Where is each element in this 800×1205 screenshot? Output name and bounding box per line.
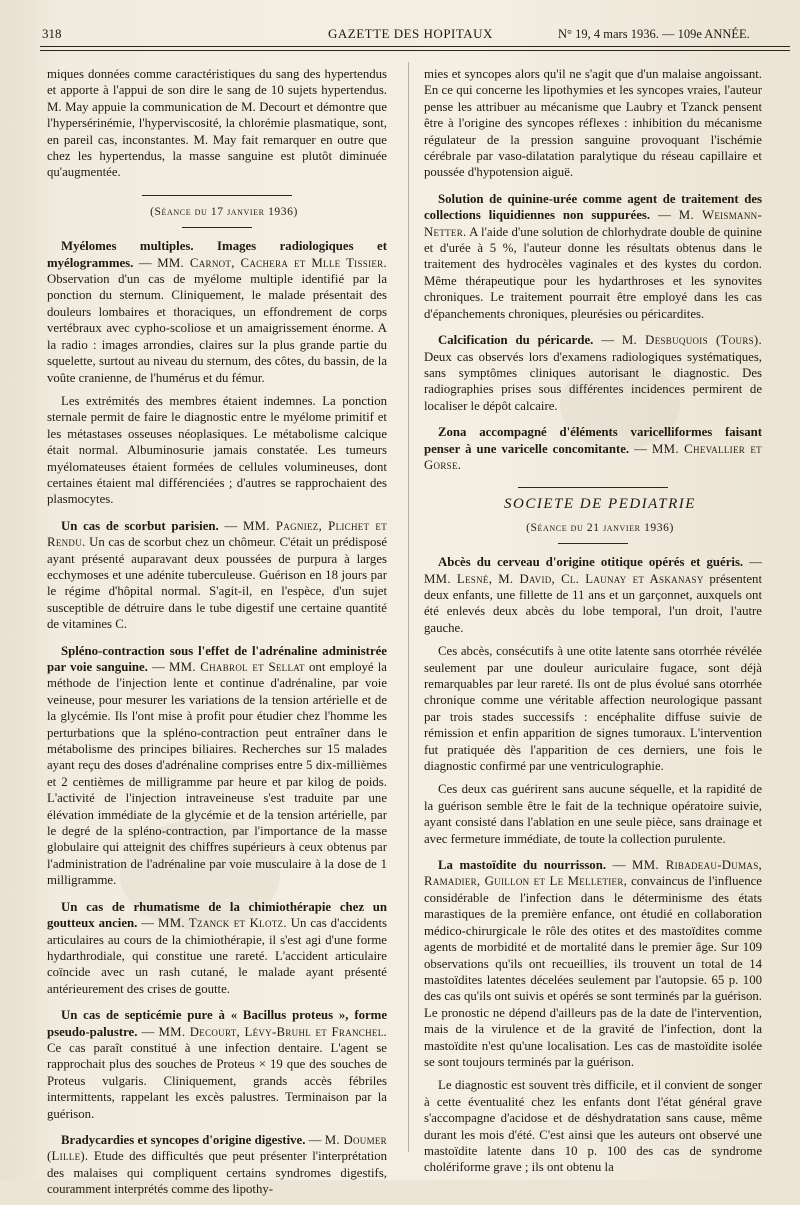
journal-title: GAZETTE DES HOPITAUX	[328, 26, 493, 41]
article-text: A l'aide d'une solution de chlorhydrate double de quinine et d'urée à 5 %, l'auteur donne les résultats obtenus dans le traitement des hydrocèles vaginales et des kystes du cordon. Même thérapeutique pour les hydarthroses et les synovites chroniques. Le traitement pourrait être employé dans les cas d'épanchements chroniques, pleurésies ou péricardites.	[424, 224, 762, 321]
paragraph: Les extrémités des membres étaient indemnes. La ponction sternale permit de faire le diagnostic entre le myélome primitif et les métastases osseuses néoplasiques. Le métabolisme calcique était normal. Albuminosurie jamais constatée. Les tumeurs myélomateuses étaient formées de cellules volumineuses, dont certaines étaient mal différenciées ; d'autres se rapprochaient des plasmocytes.	[47, 393, 387, 507]
article-text: Etude des difficultés que peut présenter l'interprétation des malaises qui compliquent certains syndromes digestifs, couramment interprétés comme des lipothy-	[47, 1149, 387, 1197]
article-text: présentent deux enfants, une fillette de 11 ans et un garçonnet, auxquels ont été enlevés deux abcès du lobe temporal, l'un droit, l'autre gauche.	[424, 571, 762, 635]
article-text: ont employé la méthode de l'injection lente et continue d'adrénaline, par voie veineuse, pour mesurer les variations de la tension artérielle et de la glycémie. Ils l'ont mise à profit pour étudier chez l'homme les perturbations que la spléno-contraction peut entraîner dans le métabolisme des principes biliaires. Recherches sur 15 malades ayant reçu des doses d'adrénaline comprises entre 5 dix-millièmes et 2 centièmes de milligramme par heure et par kilog de poids. L'activité de l'injection intraveineuse s'est traduite par une élévation immédiate de la glycémie et de la tension artérielle, par le degré de la spléno-contraction, par l'importance de la masse globulaire qui atteignit des chiffres supérieurs à ceux obtenus par l'administration de l'adrénaline par voie musculaire à la dose de 1 milligramme.	[47, 660, 387, 888]
article-title: Un cas de scorbut parisien.	[61, 518, 219, 533]
article-title: Calcification du péricarde.	[438, 333, 594, 348]
article-title: Abcès du cerveau d'origine otitique opérés et guéris.	[438, 555, 744, 570]
article-septicemie: Un cas de septicémie pure à « Bacillus proteus », forme pseudo-palustre. — MM. Decourt, Lévy-Bruhl et Franchel. Ce cas paraît constitué à une infection dentaire. L'agent se rapprochait plus des souches de Proteus × 19 que des souches de Proteus vulgaris. Cliniquement, grands accès fébriles intermittents, rappelant les excès palustres. Terminaison par la guérison.	[47, 1008, 387, 1121]
section-rule	[518, 487, 668, 488]
column-divider	[408, 62, 409, 1152]
paragraph: Ces abcès, consécutifs à une otite latente sans otorrhée révélée seulement par une douleur auriculaire fugace, sont déjà remarquables par leur rareté. Ils ont de plus évolué sans otorrhée chronique comme une véritable affection neurologique passant par trois stades successifs : encéphalite diffuse suivie de rémission et enfin apparition de signes tumoraux. L'intervention fut pratiquée dès l'apparition de ces derniers, une fois le diagnostic confirmé par une ventriculographie.	[424, 644, 762, 774]
article-splenocontraction: Spléno-contraction sous l'effet de l'adrénaline administrée par voie sanguine. — MM. Chabrol et Sellat ont employé la méthode de l'injection lente et continue d'adrénaline, par voie veineuse, pour mesurer les variations de la tension artérielle et de la glycémie. Ils l'ont mise à profit pour étudier chez l'homme les perturbations que la spléno-contraction peut entraîner dans le métabolisme des principes biliaires. Recherches sur 15 malades ayant reçu des doses d'adrénaline comprises entre 5 dix-millièmes et 2 centièmes de milligramme par heure et par kilog de poids. L'activité de l'injection intraveineuse s'est traduite par une élévation immédiate de la glycémie et de la tension artérielle, par le degré de la spléno-contraction, par l'importance de la masse globulaire qui atteignit des chiffres supérieurs à ceux obtenus par l'administration de l'adrénaline par voie musculaire à la dose de 1 milligramme.	[47, 643, 387, 888]
page-number: 318	[42, 26, 62, 41]
article-text: Un cas de scorbut chez un chômeur. C'était un prédisposé ayant présenté auparavant deux poussées de purpura à larges ecchymoses et une adénite tuberculeuse. Guérison en 18 jours par le régime d'hôpital normal. S'agit-il, en l'espèce, d'un sujet susceptible de détruire dans le tube digestif une certaine quantité de vitamines C.	[47, 535, 387, 632]
section-rule	[182, 227, 252, 228]
article-text: Deux cas observés lors d'examens radiologiques systématiques, sans symptômes cliniques autorisant le diagnostic. Des radiographies prises sous différentes incidences permirent de localiser le dépôt calcaire.	[424, 349, 762, 413]
article-authors: MM. Chevallier et Gorse.	[424, 441, 762, 472]
article-title: Un cas de rhumatisme de la chimiothérapie chez un goutteux ancien.	[47, 899, 387, 931]
right-column	[424, 66, 762, 1183]
seance-label: (Séance du 21 janvier 1936)	[526, 521, 674, 534]
issue-info: N° 19, 4 mars 1936. — 109e ANNÉE.	[558, 27, 750, 41]
article-text: convaincus de l'influence considérable de l'infection dans le déterminisme des états marastiques de la première enfance, ont étudié en collaboration médico-chirurgicale le rôle des otites et des mastoïdites comme agents de morbidité et de mortalité dans le premier âge. Sur 109 observations qu'ils ont recueillies, ils trouvent un total de 14 mastoïdites latentes décelées seulement par l'autopsie. 65 p. 100 des cas qu'ils ont suivis et opérés se sont terminés par la guérison. Le pronostic ne dépend d'ailleurs pas de la date de l'intervention, mais de la virulence et de la gravité de l'infection, dont la mastoïdite n'est qu'une localisation. Les cas de mastoïdite isolée se sont toujours terminés par la guérison.	[424, 874, 762, 1069]
article-title: Zona accompagné d'éléments varicelliformes faisant penser à une varicelle concomitante.	[424, 425, 762, 456]
article-authors: M. Weismann-Netter.	[424, 208, 762, 239]
article-authors: MM. Decourt, Lévy-Bruhl et Franchel.	[158, 1024, 387, 1039]
article-text: Ce cas paraît constitué à une infection dentaire. L'agent se rapprochait plus des souches de Proteus × 19 que des souches de Proteus vulgaris. Cliniquement, grands accès fébriles intermittents, rappelant les excès palustres. Terminaison par la guérison.	[47, 1040, 387, 1121]
section-rule	[558, 543, 628, 544]
header-rule	[40, 46, 790, 47]
article-authors: MM. Carnot, Cachera et Mlle Tissier.	[157, 255, 387, 270]
article-title: La mastoïdite du nourrisson.	[438, 858, 607, 873]
section-rule	[142, 195, 292, 196]
page-header	[38, 18, 788, 44]
article-title: Myélomes multiples. Images radiologiques et myélogrammes.	[47, 239, 387, 270]
paragraph: miques données comme caractéristiques du sang des hypertendus et apporte à l'appui de son dire le sang de 10 sujets hypertendus. M. May appuie la communication de M. Decourt et démontre que l'hypersérinémie, l'hyperviscosité, la chlorémie plasmatique, sont, en pareil cas, inconstantes. M. May fait remarquer en outre que chez les hypertendus, la masse sanguine est plutôt diminuée qu'augmentée.	[47, 67, 387, 180]
article-authors: MM. Tzanck et Klotz.	[158, 916, 287, 931]
article-solution: Solution de quinine-urée comme agent de traitement des collections liquidiennes non suppurées. — M. Weismann-Netter. A l'aide d'une solution de chlorhydrate double de quinine et d'urée à 5 %, l'auteur donne les résultats obtenus dans le traitement des hydrocèles vaginales et des kystes du cordon. Même thérapeutique pour les hydarthroses et les synovites chroniques. Le traitement pourrait être employé dans les cas d'épanchements chroniques, pleurésies ou péricardites.	[424, 191, 762, 321]
article-rhumatisme: Un cas de rhumatisme de la chimiothérapie chez un goutteux ancien. — MM. Tzanck et Klotz. Un cas d'accidents articulaires au cours de la chimiothérapie, il s'est agi d'une forme hydarthrodiale, qui constitue une rareté. L'accident articulaire coïncide avec un rash cutané, le malade ayant présenté antérieurement des crises de goutte.	[47, 899, 387, 996]
article-abces: Abcès du cerveau d'origine otitique opérés et guéris. — MM. Lesné, M. David, Cl. Launay et Askanasy présentent deux enfants, une fillette de 11 ans et un garçonnet, auxquels ont été enlevés deux abcès du lobe temporal, l'un droit, l'autre gauche.	[424, 555, 762, 635]
article-text: Observation d'un cas de myélome multiple identifié par la ponction du sternum. Cliniquement, le malade présentait des douleurs lombaires et thoraciques, un effondrement de corps vertébraux avec cypho-scoliose et un amaigrissement énorme. A la radio : images arrondies, claires sur la plus grande partie du squelette, surtout au niveau du sternum, des côtes, du bassin, de la voûte cranienne, de l'humérus et du fémur.	[47, 272, 387, 385]
article-bradycardies: Bradycardies et syncopes d'origine digestive. — M. Doumer (Lille). Etude des difficultés que peut présenter l'interprétation des malaises qui compliquent certains syndromes digestifs, couramment interprétés comme des lipothy-	[47, 1132, 387, 1197]
article-title: Solution de quinine-urée comme agent de traitement des collections liquidiennes non suppurées.	[424, 191, 762, 223]
article-title: Spléno-contraction sous l'effet de l'adrénaline administrée par voie sanguine.	[47, 643, 387, 674]
article-authors: M. Desbuquois (Tours).	[621, 333, 762, 348]
left-column	[47, 66, 387, 1205]
article-authors: MM. Ribadeau-Dumas, Ramadier, Guillon et Le Melletier,	[424, 858, 762, 889]
article-calcification: Calcification du péricarde. — M. Desbuquois (Tours). Deux cas observés lors d'examens radiologiques systématiques, sans symptômes cliniques autorisant le diagnostic. Des radiographies prises sous différentes incidences permirent de localiser le dépôt calcaire.	[424, 333, 762, 413]
article-mastoidite: La mastoïdite du nourrisson. — MM. Ribadeau-Dumas, Ramadier, Guillon et Le Melletier, convaincus de l'influence considérable de l'infection dans le déterminisme des états marastiques de la première enfance, ont étudié en collaboration médico-chirurgicale le rôle des otites et des mastoïdites comme agents de morbidité et de mortalité dans le premier âge. Sur 109 observations qu'ils ont recueillies, ils trouvent un total de 14 mastoïdites latentes décelées seulement par l'autopsie. 65 p. 100 des cas qu'ils ont suivis et opérés se sont terminés par la guérison. Le pronostic ne dépend d'ailleurs pas de la date de l'intervention, mais de la virulence et de la gravité de l'infection, dont la mastoïdite n'est qu'une localisation. Les cas de mastoïdite isolée se sont toujours terminés par la guérison.	[424, 858, 762, 1069]
article-zona: Zona accompagné d'éléments varicelliformes faisant penser à une varicelle concomitante. — MM. Chevallier et Gorse.	[424, 425, 762, 472]
article-authors: MM. Chabrol et Sellat	[168, 660, 305, 674]
article-scorbut: Un cas de scorbut parisien. — MM. Pagniez, Plichet et Rendu. Un cas de scorbut chez un chômeur. C'était un prédisposé ayant présenté auparavant deux poussées de purpura à larges ecchymoses et une adénite tuberculeuse. Guérison en 18 jours par le régime d'hôpital normal. S'agit-il, en l'espèce, d'un sujet susceptible de détruire dans le tube digestif une certaine quantité de vitamines C.	[47, 518, 387, 632]
seance-label: (Séance du 17 janvier 1936)	[150, 205, 298, 218]
paragraph: Ces deux cas guérirent sans aucune séquelle, et la rapidité de la guérison semble être le fait de la technique opératoire suivie, ayant consisté dans l'ablation en une seule pièce, sans drainage et avec fermeture immédiate, de toute la collection purulente.	[424, 782, 762, 846]
article-authors: MM. Lesné, M. David, Cl. Launay et Askanasy	[424, 571, 704, 586]
paragraph: mies et syncopes alors qu'il ne s'agit que d'un malaise angoissant. En ce qui concerne les lipothymies et les syncopes vraies, l'auteur pense les attribuer au mécanisme que Laubry et Tzanck pensent être à l'origine des syncopes réflexes : inhibition du mécanisme régulateur de la pression sanguine provoquant l'ischémie cérébrale par vaso-dilatation paralytique du réseau capillaire et poussée d'hypotension aiguë.	[424, 67, 762, 180]
header-rule-double	[40, 50, 790, 51]
society-name: SOCIETE DE PEDIATRIE	[504, 496, 696, 513]
article-text: Un cas d'accidents articulaires au cours de la chimiothérapie, il s'est agi d'une forme hydarthrodiale, qui constitue une rareté. L'accident articulaire coïncide avec un rash cutané, le malade ayant présenté antérieurement des crises de goutte.	[47, 916, 387, 996]
article-title: Bradycardies et syncopes d'origine digestive.	[61, 1132, 306, 1147]
article-myelomes: Myélomes multiples. Images radiologiques et myélogrammes. — MM. Carnot, Cachera et Mlle Tissier. Observation d'un cas de myélome multiple identifié par la ponction du sternum. Cliniquement, le malade présentait des douleurs lombaires et thoraciques, un effondrement de corps vertébraux avec cypho-scoliose et un amaigrissement énorme. A la radio : images arrondies, claires sur la plus grande partie du squelette, surtout au niveau du sternum, des côtes, du bassin, de la voûte cranienne, de l'humérus et du fémur.	[47, 239, 387, 385]
paragraph: Le diagnostic est souvent très difficile, et il convient de songer à cette éventualité chez les enfants dont l'état général grave s'accompagne d'acidose et de déshydratation sans cause, même durant les mois d'été. C'est ainsi que les auteurs ont observé une mastoïdite latente dans 10 p. 100 des cas de syndrome cholériforme grave ; ils ont obtenu la	[424, 1078, 762, 1175]
article-title: Un cas de septicémie pure à « Bacillus proteus », forme pseudo-palustre.	[47, 1008, 387, 1039]
article-authors: M. Doumer (Lille).	[47, 1132, 387, 1164]
article-authors: MM. Pagniez, Plichet et Rendu.	[47, 518, 387, 550]
